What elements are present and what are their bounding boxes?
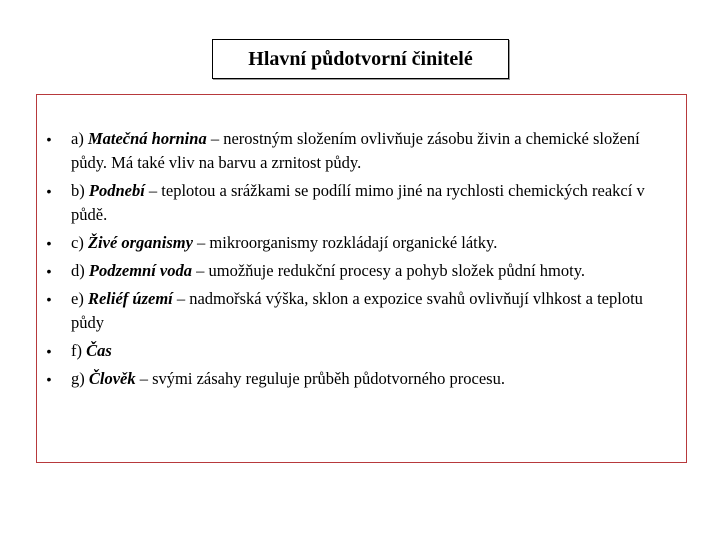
item-term: Matečná hornina [87, 129, 207, 148]
list-item-e [43, 287, 663, 335]
item-description: – mikroorganismy rozkládají organické látky. [192, 233, 498, 252]
item-term: Podnebí [88, 181, 145, 200]
item-term: Člověk [88, 369, 136, 388]
list-item-a [43, 127, 663, 175]
page-title: Hlavní půdotvorní činitelé [248, 47, 473, 70]
item-prefix: b) [71, 181, 89, 200]
bullet-icon: • [46, 371, 52, 387]
bullet-icon: • [46, 263, 52, 279]
list-item-f [43, 339, 663, 363]
factor-list [43, 127, 663, 391]
item-description: – nerostným složením ovlivňuje zásobu živin a chemické složení půdy. Má také vliv na barvu a zrnitost půdy. [71, 129, 640, 172]
item-term: Reliéf území [87, 289, 173, 308]
item-description: – teplotou a srážkami se podílí mimo jiné na rychlosti chemických reakcí v půdě. [71, 181, 645, 224]
item-prefix: d) [71, 261, 89, 280]
list-item-g [43, 367, 663, 391]
list-item-c [43, 231, 663, 255]
item-description: – umožňuje redukční procesy a pohyb složek půdní hmoty. [192, 261, 586, 280]
item-prefix: c) [71, 233, 88, 252]
item-description: – nadmořská výška, sklon a expozice svahů ovlivňují vlhkost a teplotu půdy [71, 289, 643, 332]
bullet-icon: • [46, 343, 52, 359]
bullet-icon: • [46, 131, 52, 147]
bullet-icon: • [46, 183, 52, 199]
item-term: Podzemní voda [88, 261, 192, 280]
list-item-b [43, 179, 663, 227]
item-term: Živé organismy [87, 233, 193, 252]
item-prefix: a) [71, 129, 88, 148]
item-prefix: e) [71, 289, 88, 308]
item-prefix: f) [71, 341, 87, 360]
bullet-icon: • [46, 291, 52, 307]
item-term: Čas [86, 341, 112, 360]
title-box [212, 39, 509, 79]
item-prefix: g) [71, 369, 89, 388]
content-box [36, 94, 687, 463]
bullet-icon: • [46, 235, 52, 251]
item-description: – svými zásahy reguluje průběh půdotvorného procesu. [135, 369, 505, 388]
list-item-d [43, 259, 663, 283]
